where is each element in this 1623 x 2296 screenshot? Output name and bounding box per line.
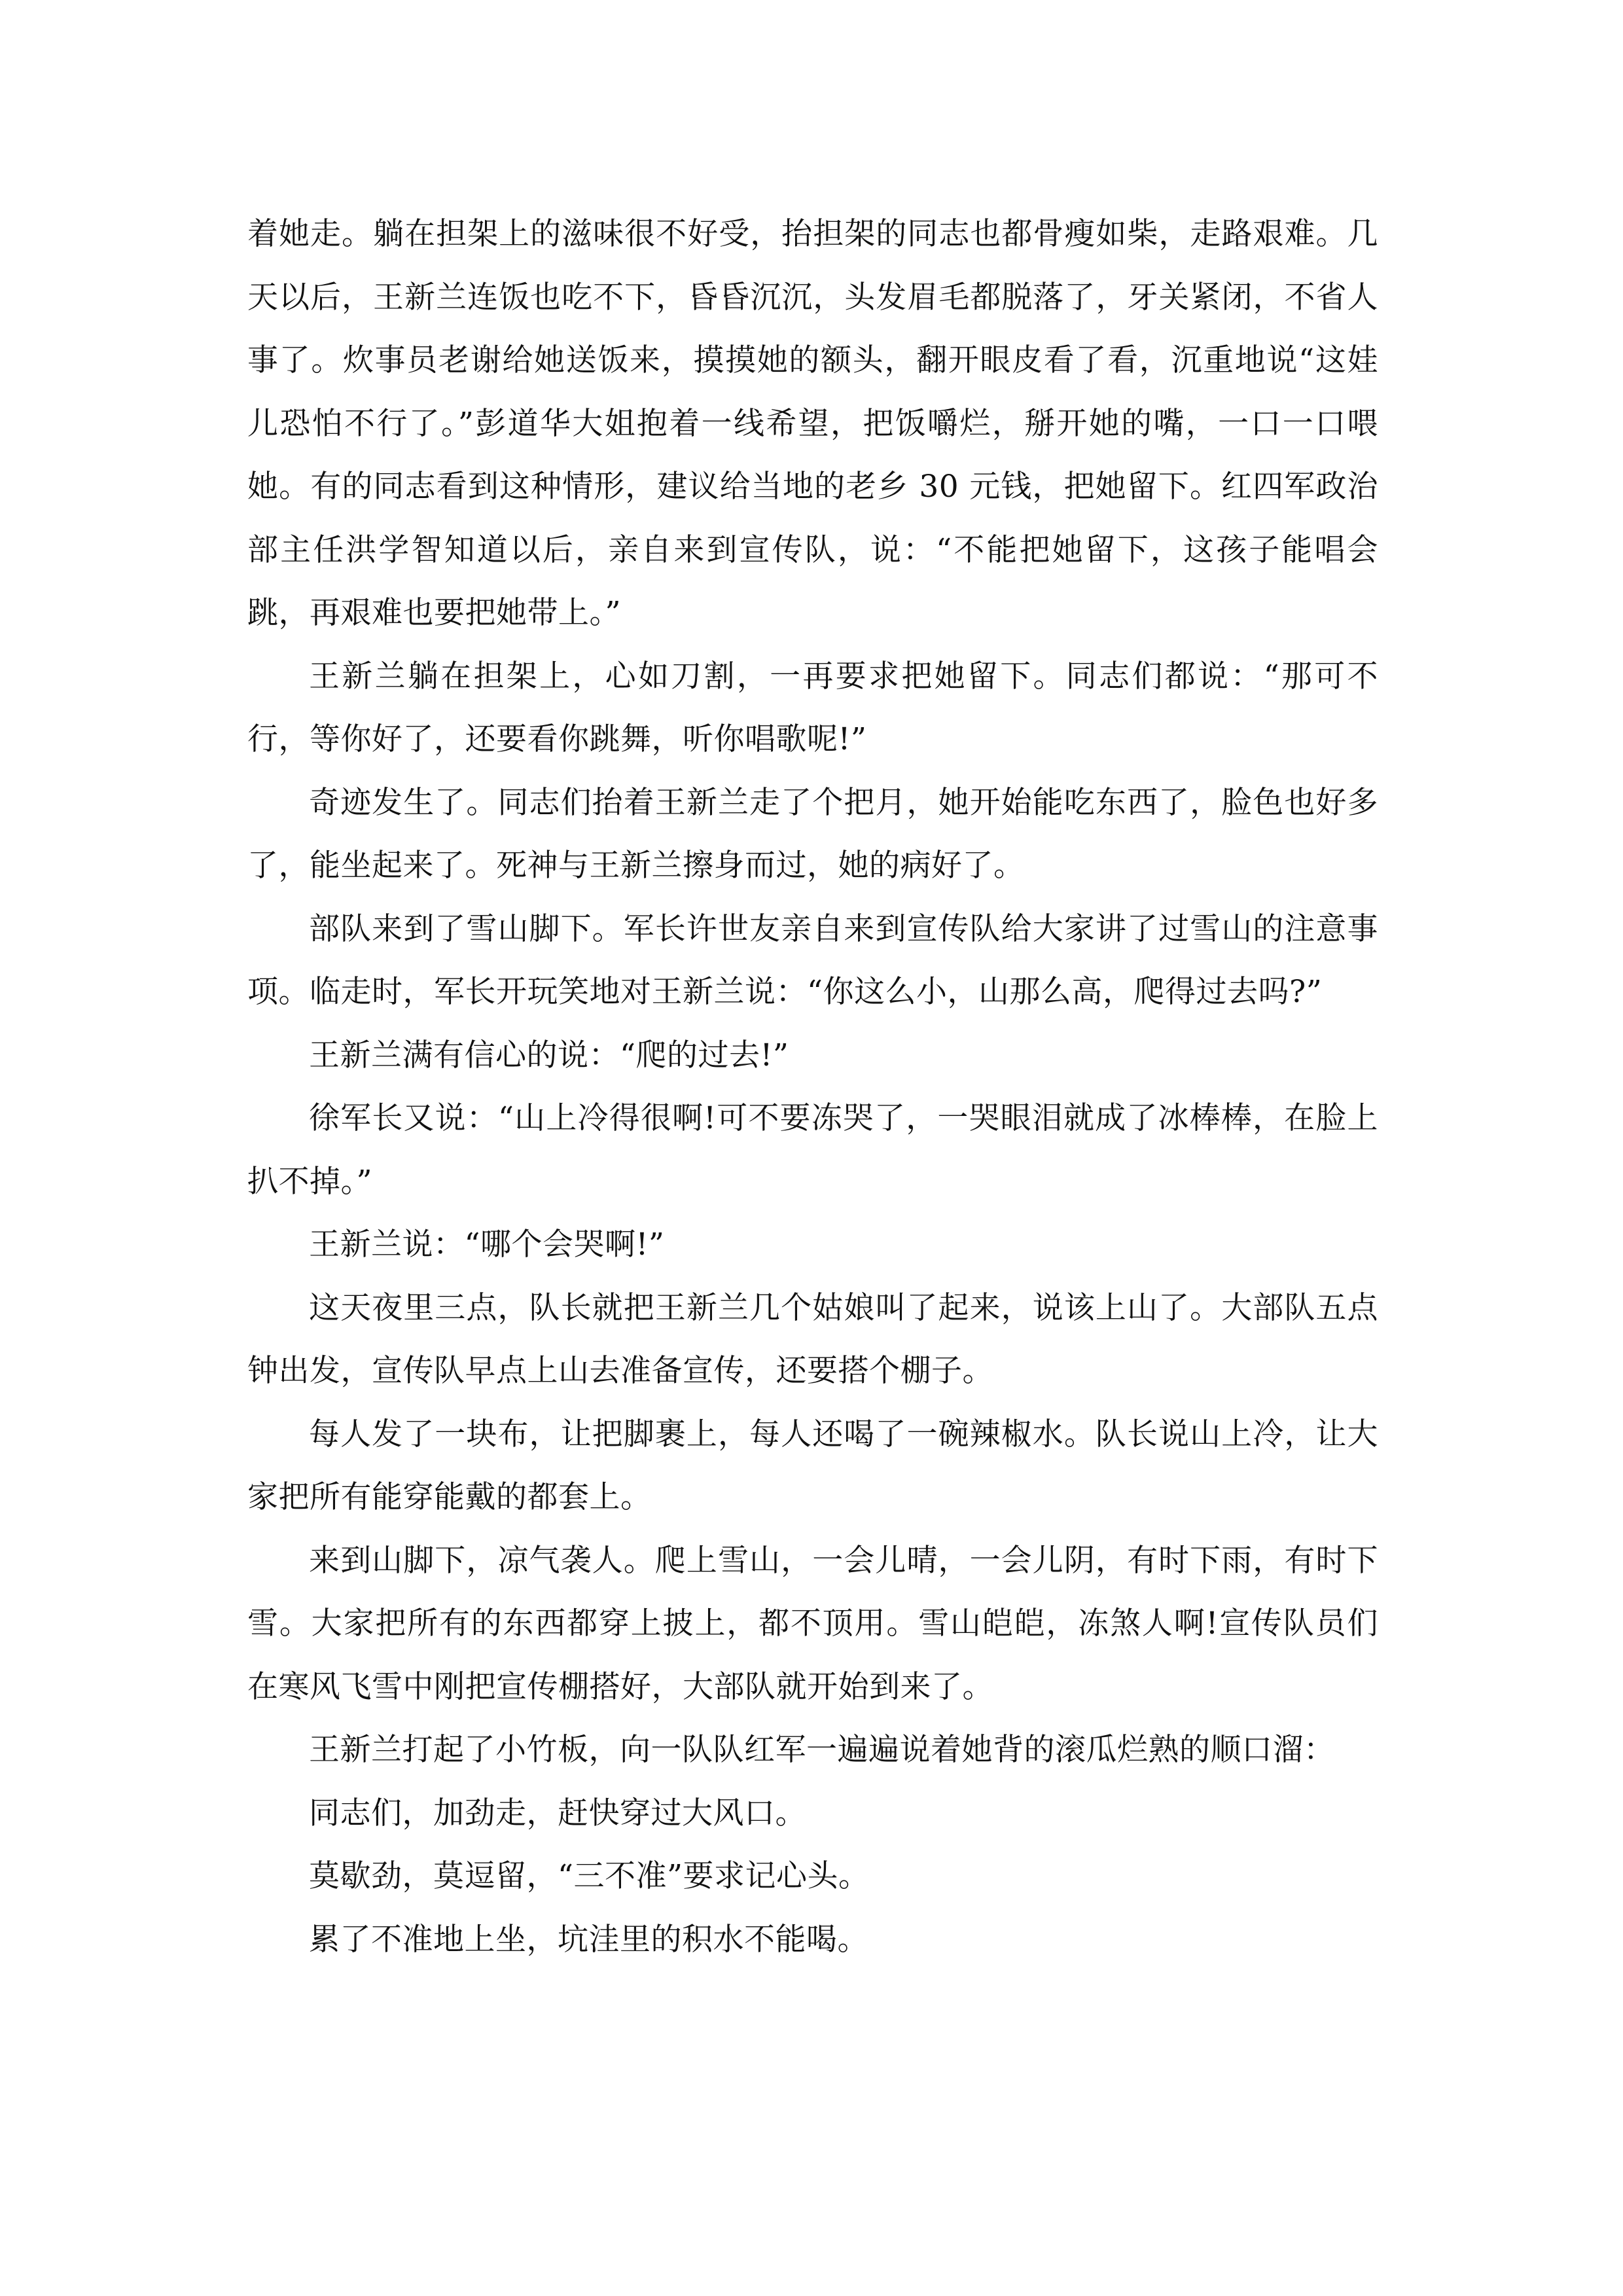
verse-line: 莫歇劲，莫逗留，“三不准”要求记心头。 [309,1858,870,1894]
paragraph: 每人发了一块布，让把脚裹上，每人还喝了一碗辣椒水。队长说山上冷，让大家把所有能穿能戴的都套上。 [247,1416,1378,1515]
verse-line: 同志们，加劲走，赶快穿过大风口。 [309,1795,806,1831]
paragraph: 着她走。躺在担架上的滋味很不好受，抬担架的同志也都骨瘦如柴，走路艰难。几天以后，王新兰连饭也吃不下，昏昏沉沉，头发眉毛都脱落了，牙关紧闭，不省人事了。炊事员老谢给她送饭来，摸摸她的额头，翻开眼皮看了看，沉重地说“这娃儿恐怕不行了。”彭道华大姐抱着一线希望，把饭嚼烂，掰开她的嘴，一口一口喂她。有的同志看到这种情形，建议给当地的老乡 30 元钱，把她留下。红四军政治部主任洪学智知道以后，亲自来到宣传队，说：“不能把她留下，这孩子能唱会跳，再艰难也要把她带上。” [247,216,1378,631]
paragraph: 王新兰躺在担架上，心如刀割，一再要求把她留下。同志们都说：“那可不行，等你好了，还要看你跳舞，听你唱歌呢!” [247,658,1378,757]
paragraph: 王新兰打起了小竹板，向一队队红军一遍遍说着她背的滚瓜烂熟的顺口溜： [309,1732,1335,1768]
paragraph: 徐军长又说：“山上冷得很啊!可不要冻哭了，一哭眼泪就成了冰棒棒，在脸上扒不掉。” [247,1100,1378,1200]
body-text [247,203,1378,1971]
paragraph: 来到山脚下，凉气袭人。爬上雪山，一会儿晴，一会儿阴，有时下雨，有时下雪。大家把所有的东西都穿上披上，都不顶用。雪山皑皑，冻煞人啊!宣传队员们在寒风飞雪中刚把宣传棚搭好，大部队就开始到来了。 [247,1542,1378,1705]
verse-line: 累了不准地上坐，坑洼里的积水不能喝。 [309,1921,868,1958]
paragraph: 部队来到了雪山脚下。军长许世友亲自来到宣传队给大家讲了过雪山的注意事项。临走时，军长开玩笑地对王新兰说：“你这么小，山那么高，爬得过去吗?” [247,910,1378,1010]
paragraph: 这天夜里三点，队长就把王新兰几个姑娘叫了起来，说该上山了。大部队五点钟出发，宣传队早点上山去准备宣传，还要搭个棚子。 [247,1289,1378,1389]
paragraph: 王新兰满有信心的说：“爬的过去!” [309,1037,789,1073]
paragraph: 奇迹发生了。同志们抬着王新兰走了个把月，她开始能吃东西了，脸色也好多了，能坐起来了。死神与王新兰擦身而过，她的病好了。 [247,784,1378,884]
paragraph: 王新兰说：“哪个会哭啊!” [309,1227,665,1263]
